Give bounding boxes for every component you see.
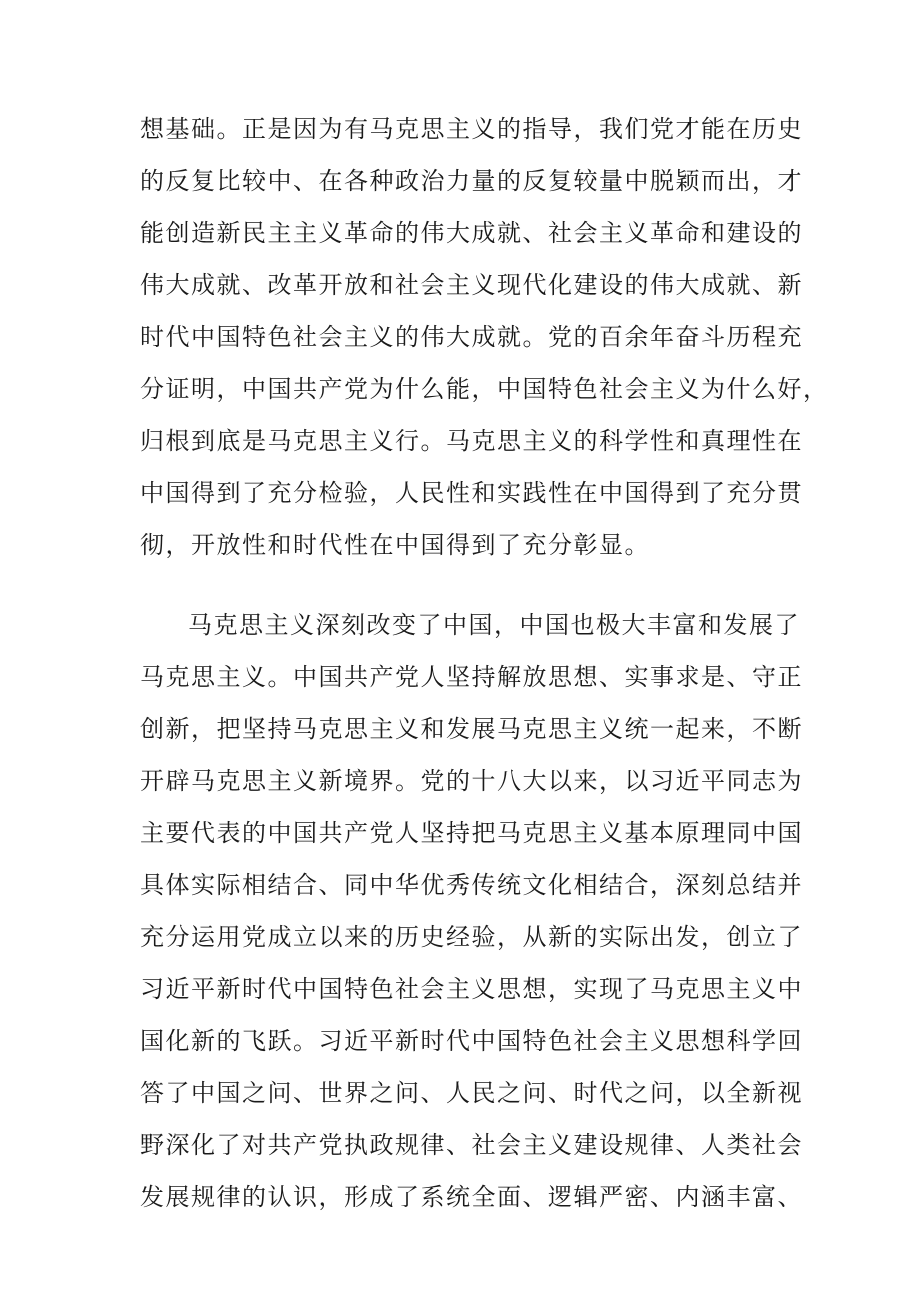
paragraph-1-line-6: 分证明，中国共产党为什么能，中国特色社会主义为什么好， bbox=[140, 375, 829, 403]
paragraph-2-line-12: 发展规律的认识，形成了系统全面、逻辑严密、内涵丰富、 bbox=[140, 1183, 803, 1211]
paragraph-2-line-5: 主要代表的中国共产党人坚持把马克思主义基本原理同中国 bbox=[140, 819, 803, 847]
paragraph-1-line-3: 能创造新民主主义革命的伟大成就、社会主义革命和建设的 bbox=[140, 219, 803, 247]
paragraph-2-line-1: 马克思主义深刻改变了中国，中国也极大丰富和发展了 bbox=[188, 611, 800, 639]
paragraph-2-line-8: 习近平新时代中国特色社会主义思想，实现了马克思主义中 bbox=[140, 975, 803, 1003]
paragraph-2-line-10: 答了中国之问、世界之问、人民之问、时代之问，以全新视 bbox=[140, 1079, 803, 1107]
paragraph-2-line-2: 马克思主义。中国共产党人坚持解放思想、实事求是、守正 bbox=[140, 663, 803, 691]
paragraph-2-line-9: 国化新的飞跃。习近平新时代中国特色社会主义思想科学回 bbox=[140, 1027, 803, 1055]
paragraph-1-line-4: 伟大成就、改革开放和社会主义现代化建设的伟大成就、新 bbox=[140, 271, 803, 299]
paragraph-2-line-6: 具体实际相结合、同中华优秀传统文化相结合，深刻总结并 bbox=[140, 871, 803, 899]
paragraph-1-line-1: 想基础。正是因为有马克思主义的指导，我们党才能在历史 bbox=[140, 115, 803, 143]
paragraph-1-line-7: 归根到底是马克思主义行。马克思主义的科学性和真理性在 bbox=[140, 427, 803, 455]
paragraph-1-line-2: 的反复比较中、在各种政治力量的反复较量中脱颖而出，才 bbox=[140, 167, 803, 195]
paragraph-2-line-4: 开辟马克思主义新境界。党的十八大以来，以习近平同志为 bbox=[140, 767, 803, 795]
paragraph-2-line-11: 野深化了对共产党执政规律、社会主义建设规律、人类社会 bbox=[140, 1131, 803, 1159]
paragraph-1-line-5: 时代中国特色社会主义的伟大成就。党的百余年奋斗历程充 bbox=[140, 323, 803, 351]
paragraph-1-line-8: 中国得到了充分检验，人民性和实践性在中国得到了充分贯 bbox=[140, 479, 803, 507]
paragraph-1-line-9: 彻，开放性和时代性在中国得到了充分彰显。 bbox=[140, 531, 650, 559]
paragraph-2-line-3: 创新，把坚持马克思主义和发展马克思主义统一起来，不断 bbox=[140, 715, 803, 743]
paragraph-2-line-7: 充分运用党成立以来的历史经验，从新的实际出发，创立了 bbox=[140, 923, 803, 951]
